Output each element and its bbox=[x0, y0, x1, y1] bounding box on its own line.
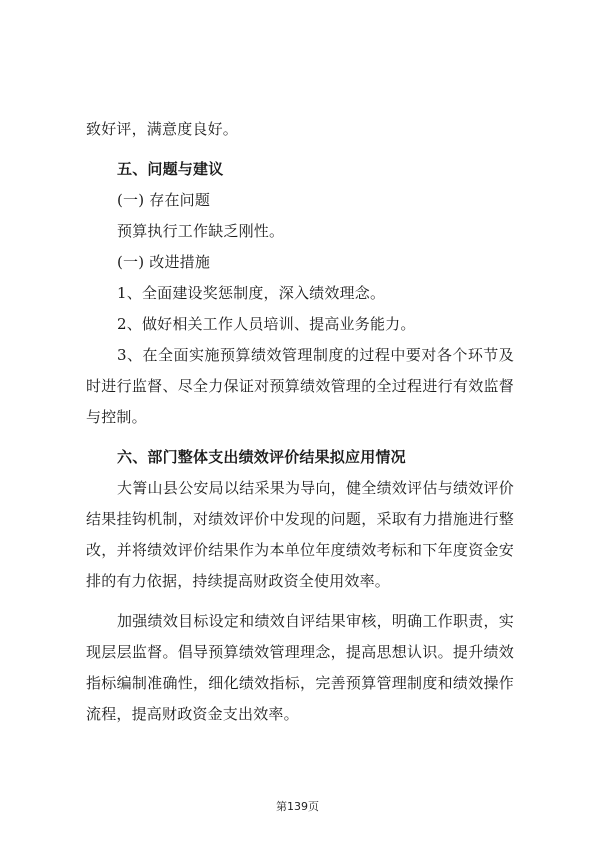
paragraph-application-2: 加强绩效目标设定和绩效自评结果审核，明确工作职责，实现层层监督。倡导预算绩效管理理念，提高思想认识。提升绩效指标编制准确性，细化绩效指标，完善预算管理制度和绩效操作流程，提高财政资金支出效率。 bbox=[86, 612, 514, 723]
paragraph-application-1: 大箐山县公安局以结采果为导向，健全绩效评估与绩效评价结果挂钩机制，对绩效评价中发现的问题，采取有力措施进行整改，并将绩效评价结果作为本单位年度绩效考标和下年度资金安排的有力依据，持续提高财政资全使用效率。 bbox=[86, 479, 514, 590]
spacer bbox=[86, 433, 514, 442]
paragraph-continuation: 致好评，满意度良好。 bbox=[86, 120, 239, 138]
section-heading-application: 六、部门整体支出绩效评价结果拟应用情况 bbox=[117, 448, 406, 466]
document-body bbox=[86, 114, 514, 730]
page-number: 第139页 bbox=[276, 800, 319, 813]
subheading-existing-problems: (一) 存在问题 bbox=[117, 191, 211, 209]
list-item-2: 2、做好相关工作人员培训、提高业务能力。 bbox=[117, 315, 416, 333]
paragraph-problem: 预算执行工作缺乏刚性。 bbox=[117, 222, 285, 240]
spacer bbox=[86, 597, 514, 606]
subheading-improvements: (一) 改进措施 bbox=[117, 253, 211, 271]
spacer bbox=[86, 145, 514, 154]
list-item-3: 3、在全面实施预算绩效管理制度的过程中要对各个环节及时进行监督、尽全力保证对预算绩效管理的全过程进行有效监督与控制。 bbox=[86, 346, 514, 426]
section-heading-issues: 五、问题与建议 bbox=[117, 160, 224, 178]
list-item-1: 1、全面建设奖惩制度，深入绩效理念。 bbox=[117, 284, 386, 302]
